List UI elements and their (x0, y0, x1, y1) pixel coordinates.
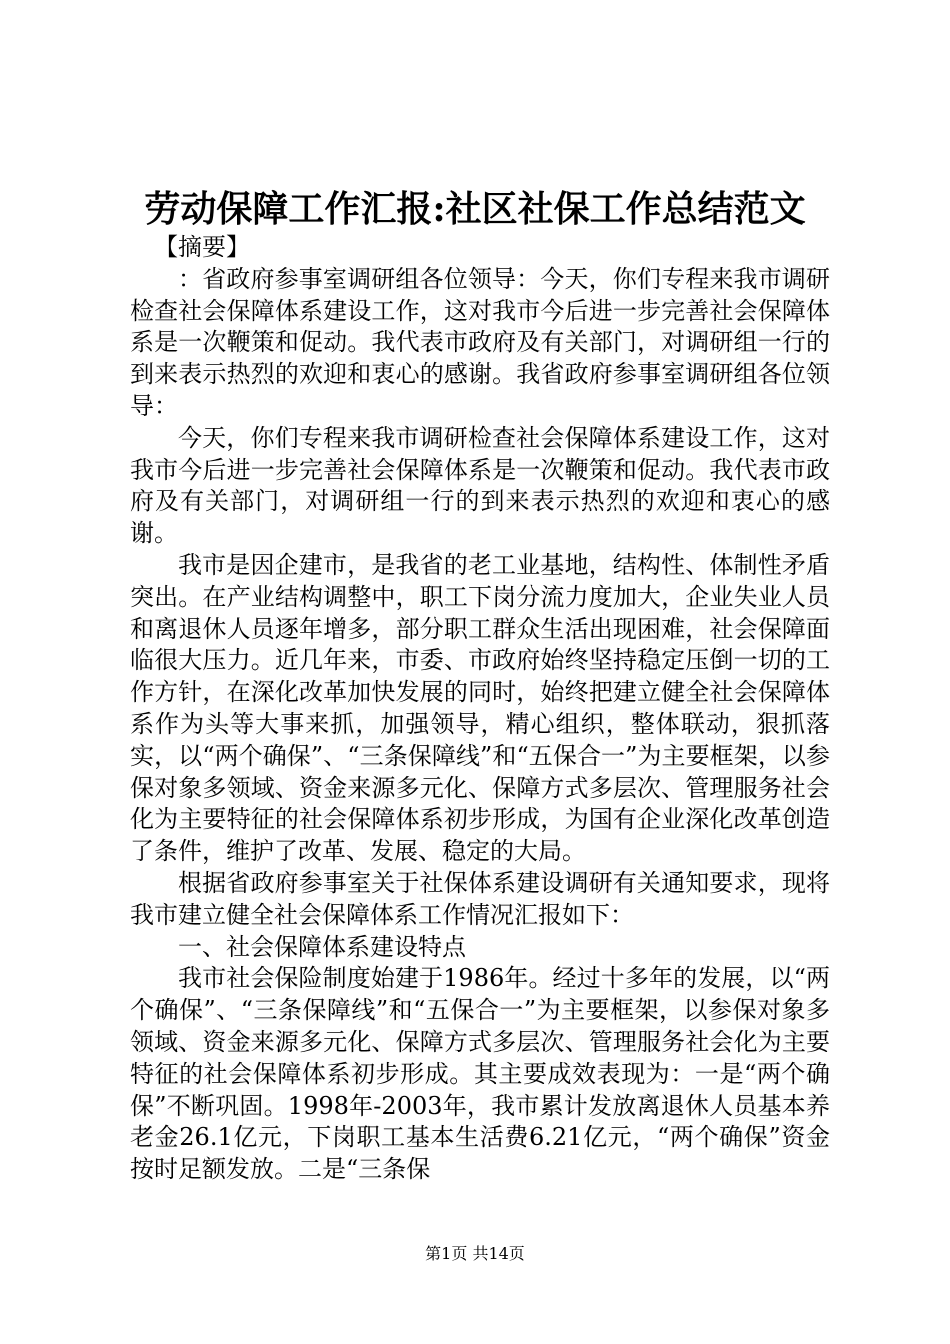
paragraph: 我市社会保险制度始建于1986年。经过十多年的发展，以“两个确保”、“三条保障线”和“五保合一”为主要框架，以参保对象多领域、资金来源多元化、保障方式多层次、管理服务社会化为主要特征的社会保障体系初步形成。其主要成效表现为：一是“两个确保”不断巩固。1998年-2003年，我市累计发放离退休人员基本养老金26.1亿元，下岗职工基本生活费6.21亿元，“两个确保”资金按时足额发放。二是“三条保 (130, 964, 830, 1184)
paragraph: 我市是因企建市，是我省的老工业基地，结构性、体制性矛盾突出。在产业结构调整中，职工下岗分流力度加大，企业失业人员和离退休人员逐年增多，部分职工群众生活出现困难，社会保障面临很大压力。近几年来，市委、市政府始终坚持稳定压倒一切的工作方针，在深化改革加快发展的同时，始终把建立健全社会保障体系作为头等大事来抓，加强领导，精心组织，整体联动，狠抓落实，以“两个确保”、“三条保障线”和“五保合一”为主要框架，以参保对象多领域、资金来源多元化、保障方式多层次、管理服务社会化为主要特征的社会保障体系初步形成，为国有企业深化改革创造了条件，维护了改革、发展、稳定的大局。 (130, 550, 830, 866)
paragraph: ：省政府参事室调研组各位领导：今天，你们专程来我市调研检查社会保障体系建设工作，这对我市今后进一步完善社会保障体系是一次鞭策和促动。我代表市政府及有关部门，对调研组一行的到来表示热烈的欢迎和衷心的感谢。我省政府参事室调研组各位领导： (130, 264, 830, 420)
document-title: 劳动保障工作汇报:社区社保工作总结范文 (144, 188, 806, 230)
paragraph: 今天，你们专程来我市调研检查社会保障体系建设工作，这对我市今后进一步完善社会保障体系是一次鞭策和促动。我代表市政府及有关部门，对调研组一行的到来表示热烈的欢迎和衷心的感谢。 (130, 423, 830, 548)
page-footer: 第1页 共14页 (425, 1244, 525, 1263)
paragraph: 根据省政府参事室关于社保体系建设调研有关通知要求，现将我市建立健全社会保障体系工作情况汇报如下： (130, 868, 830, 929)
document-body (130, 232, 830, 1186)
section-heading: 一、社会保障体系建设特点 (178, 932, 466, 961)
abstract-label: 【摘要】 (154, 233, 250, 261)
